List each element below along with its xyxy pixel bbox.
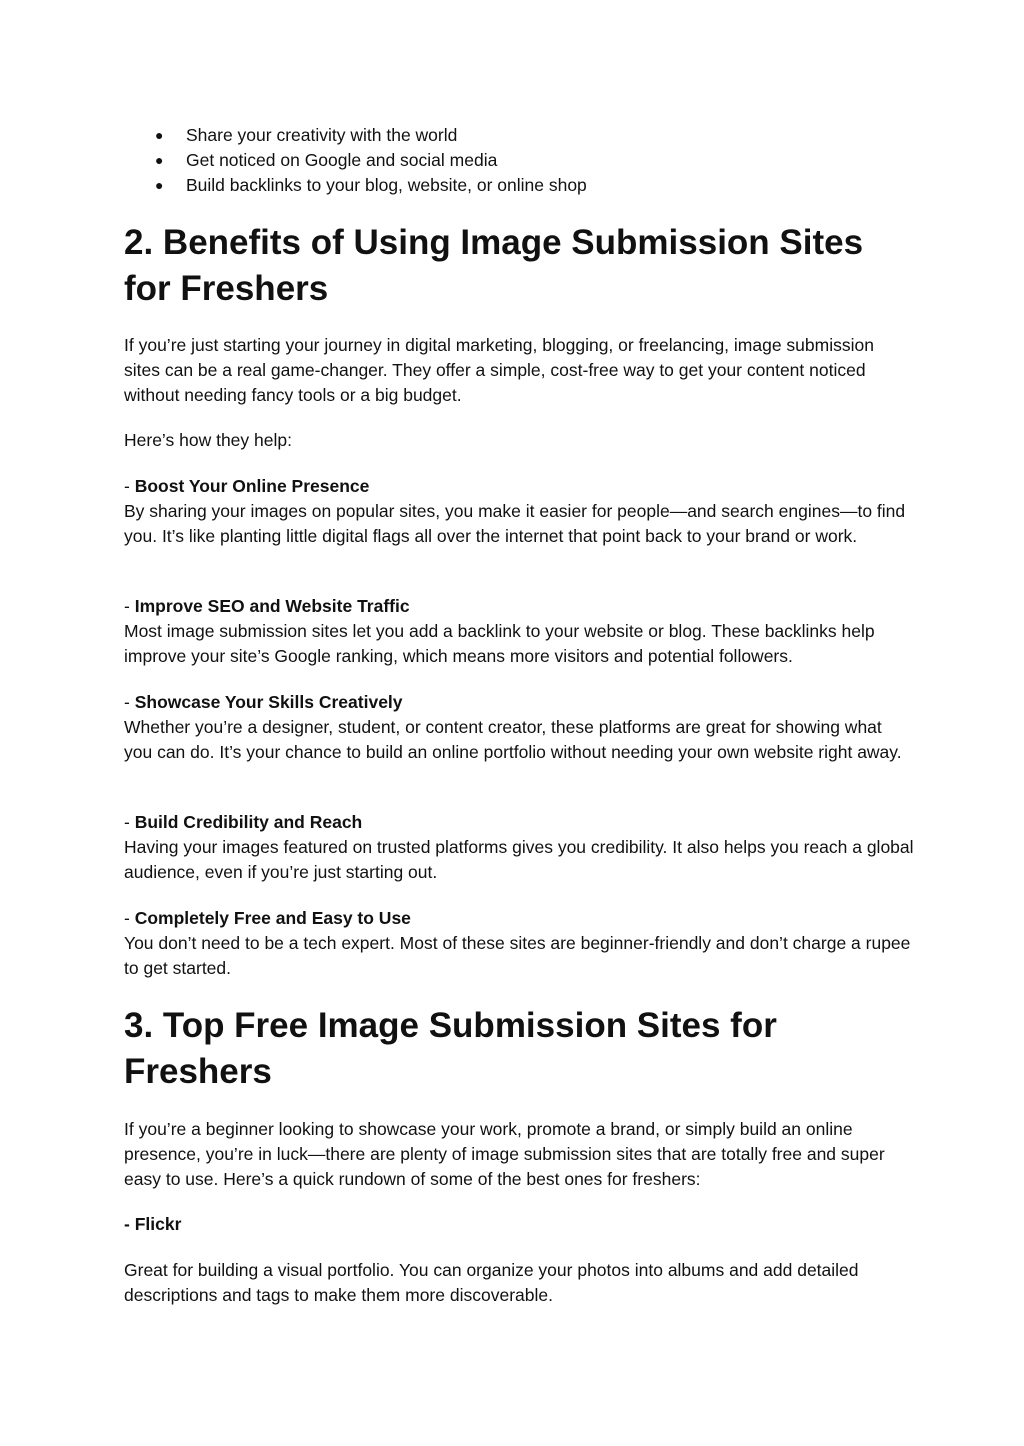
benefit-body: Whether you’re a designer, student, or content creator, these platforms are great for showing what you can do. It’s your chance to build an online portfolio without needing your own website right away. [124, 717, 902, 762]
benefit-title: Boost Your Online Presence [134, 476, 370, 496]
benefit-item [124, 594, 914, 669]
benefit-prefix: - [124, 812, 135, 832]
benefit-body: Most image submission sites let you add a backlink to your website or blog. These backlinks help improve your site’s Google ranking, which means more visitors and potential followers. [124, 621, 875, 666]
list-item [124, 123, 587, 148]
benefit-item [124, 690, 914, 765]
heading-line: 2. Benefits of Using Image Submission Sites [124, 223, 864, 262]
benefit-body: By sharing your images on popular sites, you make it easier for people—and search engines—to find you. It’s like planting little digital flags all over the internet that point back to your brand or work. [124, 501, 906, 546]
section-2-heading [124, 220, 914, 312]
bullet-dot-icon: ● [155, 127, 164, 143]
benefit-title: Showcase Your Skills Creatively [134, 692, 403, 712]
bullet-dot-icon: ● [155, 177, 164, 193]
heading-line: 3. Top Free Image Submission Sites for [124, 1006, 777, 1045]
benefit-body: Having your images featured on trusted platforms gives you credibility. It also helps you reach a global audience, even if you’re just starting out. [124, 837, 914, 882]
bullet-text: Get noticed on Google and social media [186, 150, 498, 170]
benefit-prefix: - [124, 476, 135, 496]
site-title-flickr: - Flickr [124, 1214, 182, 1234]
bullet-dot-icon: ● [155, 152, 164, 168]
section-3-heading [124, 1003, 914, 1095]
benefit-title: Improve SEO and Website Traffic [134, 596, 410, 616]
section-2-lead: Here’s how they help: [124, 430, 292, 450]
benefit-body: You don’t need to be a tech expert. Most of these sites are beginner-friendly and don’t charge a rupee to get started. [124, 933, 911, 978]
section-2-intro: If you’re just starting your journey in digital marketing, blogging, or freelancing, image submission sites can be a real game-changer. They offer a simple, cost-free way to get your content noticed without needing fancy tools or a big budget. [124, 335, 874, 405]
list-item [124, 173, 587, 198]
intro-bullet-list [124, 123, 587, 198]
bullet-text: Build backlinks to your blog, website, or online shop [186, 175, 587, 195]
benefit-title: Completely Free and Easy to Use [134, 908, 411, 928]
list-item [124, 148, 587, 173]
benefit-title: Build Credibility and Reach [134, 812, 363, 832]
section-3-intro: If you’re a beginner looking to showcase your work, promote a brand, or simply build an online presence, you’re in luck—there are plenty of image submission sites that are totally free and super easy to use. Here’s a quick rundown of some of the best ones for freshers: [124, 1119, 885, 1189]
bullet-text: Share your creativity with the world [186, 125, 458, 145]
benefit-item [124, 810, 914, 885]
site-desc-flickr: Great for building a visual portfolio. You can organize your photos into albums and add detailed descriptions and tags to make them more discoverable. [124, 1260, 859, 1305]
benefit-prefix: - [124, 692, 135, 712]
heading-line: Freshers [124, 1052, 272, 1091]
benefit-prefix: - [124, 908, 135, 928]
heading-line: for Freshers [124, 269, 329, 308]
benefit-item [124, 474, 914, 549]
benefit-item [124, 906, 914, 981]
benefit-prefix: - [124, 596, 135, 616]
